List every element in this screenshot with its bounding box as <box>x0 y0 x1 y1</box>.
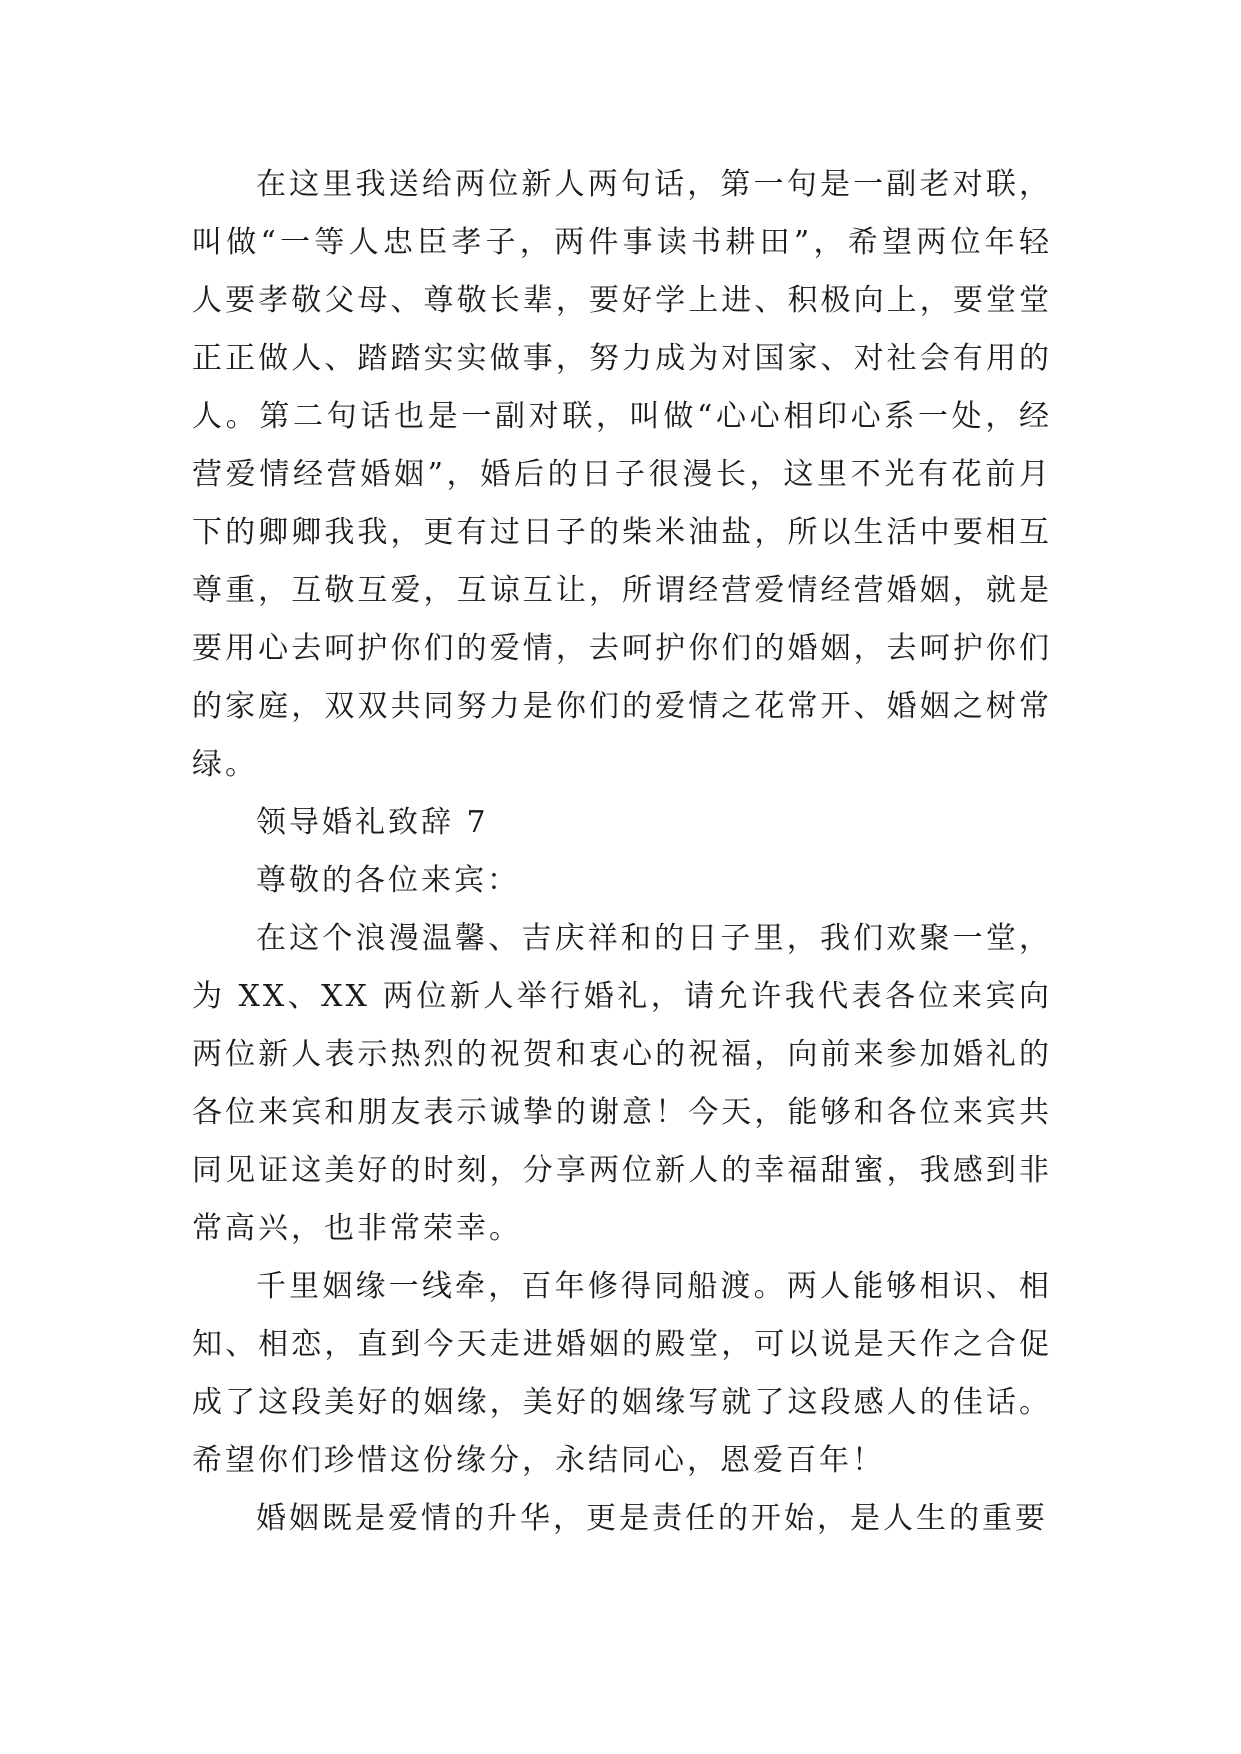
document-body <box>192 156 1052 1548</box>
paragraph-destiny: 千里姻缘一线牵，百年修得同船渡。两人能够相识、相知、相恋，直到今天走进婚姻的殿堂，可以说是天作之合促成了这段美好的姻缘，美好的姻缘写就了这段感人的佳话。希望你们珍惜这份缘分，永结同心，恩爱百年！ <box>192 1269 1052 1478</box>
section-heading: 领导婚礼致辞 7 <box>256 805 489 840</box>
paragraph-couplet-advice: 在这里我送给两位新人两句话，第一句是一副老对联，叫做“一等人忠臣孝子，两件事读书耕田”，希望两位年轻人要孝敬父母、尊敬长辈，要好学上进、积极向上，要堂堂正正做人、踏踏实实做事，努力成为对国家、对社会有用的人。第二句话也是一副对联，叫做“心心相印心系一处，经营爱情经营婚姻”，婚后的日子很漫长，这里不光有花前月下的卿卿我我，更有过日子的柴米油盐，所以生活中要相互尊重，互敬互爱，互谅互让，所谓经营爱情经营婚姻，就是要用心去呵护你们的爱情，去呵护你们的婚姻，去呵护你们的家庭，双双共同努力是你们的爱情之花常开、婚姻之树常绿。 <box>192 167 1052 782</box>
paragraph-opening: 在这个浪漫温馨、吉庆祥和的日子里，我们欢聚一堂，为 XX、XX 两位新人举行婚礼，请允许我代表各位来宾向两位新人表示热烈的祝贺和衷心的祝福，向前来参加婚礼的各位来宾和朋友表示诚挚的谢意！今天，能够和各位来宾共同见证这美好的时刻，分享两位新人的幸福甜蜜，我感到非常高兴，也非常荣幸。 <box>192 921 1052 1246</box>
paragraph-responsibility: 婚姻既是爱情的升华，更是责任的开始，是人生的重要 <box>256 1501 1048 1536</box>
salutation: 尊敬的各位来宾： <box>256 863 520 898</box>
